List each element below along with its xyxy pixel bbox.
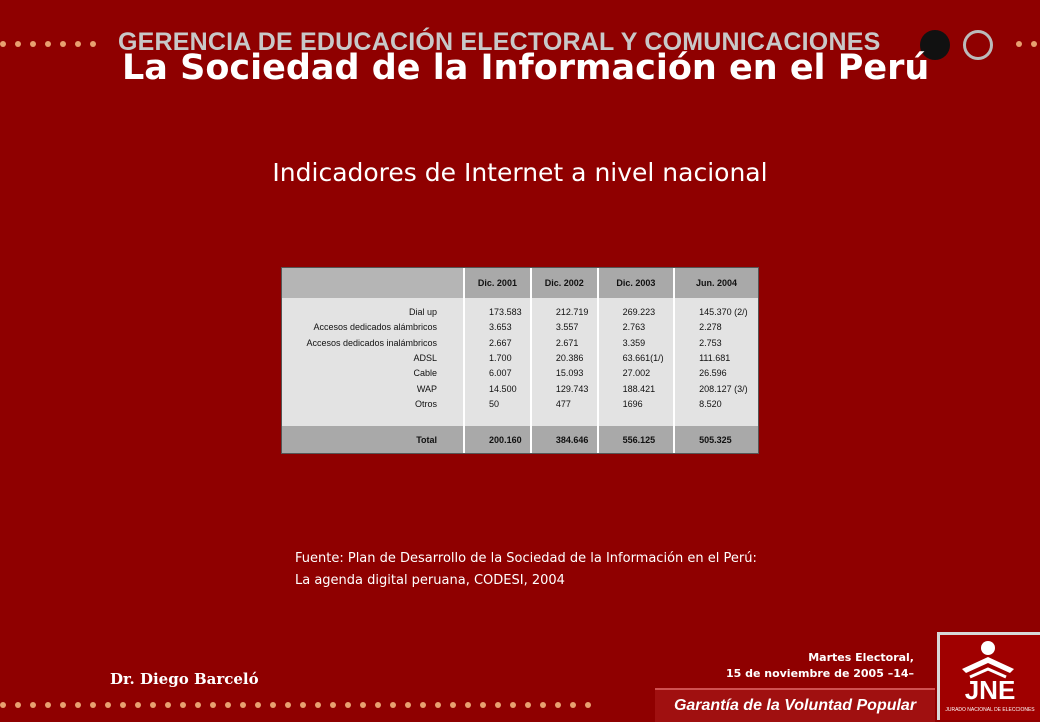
table-cell: 14.500 <box>464 381 531 396</box>
table-cell: 2.671 <box>531 335 598 350</box>
table-cell: 269.223 <box>598 304 674 319</box>
org-header: GERENCIA DE EDUCACIÓN ELECTORAL Y COMUNICACIONES <box>118 28 881 56</box>
table-cell: 8.520 <box>674 397 758 412</box>
table-cell: 27.002 <box>598 366 674 381</box>
author-name: Dr. Diego Barceló <box>110 670 259 688</box>
row-label: Dial up <box>409 306 438 317</box>
table-header-cell <box>282 268 464 298</box>
table-row <box>282 366 758 381</box>
top-right-dots <box>1016 39 1040 49</box>
table-total-row <box>282 426 758 453</box>
table-cell: 212.719 <box>531 304 598 319</box>
total-cell: 200.160 <box>464 426 531 453</box>
table-row <box>282 320 758 335</box>
table-row <box>282 350 758 365</box>
page-subtitle: Indicadores de Internet a nivel nacional <box>272 158 768 187</box>
table-cell: 6.007 <box>464 366 531 381</box>
source-line-1: Fuente: Plan de Desarrollo de la Sociedad de la Información en el Perú: <box>295 551 757 566</box>
table-header-cell: Dic. 2003 <box>598 268 674 298</box>
table-cell: 188.421 <box>598 381 674 396</box>
internet-indicators-table <box>281 267 759 454</box>
table-row <box>282 335 758 350</box>
table-cell: 1.700 <box>464 350 531 365</box>
table-cell: 20.386 <box>531 350 598 365</box>
table-cell: 26.596 <box>674 366 758 381</box>
table-header-cell: Dic. 2001 <box>464 268 531 298</box>
table-row <box>282 381 758 396</box>
table-row <box>282 304 758 319</box>
source-note <box>295 548 757 592</box>
row-label: Otros <box>415 399 438 410</box>
row-label: Accesos dedicados alámbricos <box>313 322 438 333</box>
jne-logo <box>937 632 1040 720</box>
table-cell: 2.763 <box>598 320 674 335</box>
bottom-dots <box>0 700 640 710</box>
total-cell: 505.325 <box>674 426 758 453</box>
table-cell: 1696 <box>598 397 674 412</box>
slogan-band: Garantía de la Voluntad Popular <box>655 688 935 722</box>
table-cell: 2.278 <box>674 320 758 335</box>
total-cell: 384.646 <box>531 426 598 453</box>
date-block <box>726 650 914 682</box>
source-line-2: La agenda digital peruana, CODESI, 2004 <box>295 573 565 588</box>
table-cell: 145.370 (2/) <box>674 304 758 319</box>
table-cell: 2.753 <box>674 335 758 350</box>
table-header-cell: Dic. 2002 <box>531 268 598 298</box>
table-cell: 3.653 <box>464 320 531 335</box>
table-row <box>282 397 758 412</box>
total-label: Total <box>282 426 464 453</box>
page-title: La Sociedad de la Información en el Perú <box>122 48 930 88</box>
jne-logo-text: JNE <box>964 675 1016 705</box>
date-line-1: Martes Electoral, <box>808 651 914 664</box>
jne-logo-subtext: JURADO NACIONAL DE ELECCIONES <box>945 707 1035 713</box>
top-left-dots <box>0 39 112 49</box>
row-label: Cable <box>413 368 438 379</box>
table-cell: 15.093 <box>531 366 598 381</box>
total-cell: 556.125 <box>598 426 674 453</box>
table-cell: 111.681 <box>674 350 758 365</box>
table-header-cell: Jun. 2004 <box>674 268 758 298</box>
table-cell: 173.583 <box>464 304 531 319</box>
row-label: WAP <box>416 383 438 394</box>
header-outline-circle-icon <box>963 30 993 60</box>
table-cell: 208.127 (3/) <box>674 381 758 396</box>
table-cell: 2.667 <box>464 335 531 350</box>
table-cell: 3.359 <box>598 335 674 350</box>
table-cell: 129.743 <box>531 381 598 396</box>
table-cell: 3.557 <box>531 320 598 335</box>
date-line-2: 15 de noviembre de 2005 –14– <box>725 667 914 680</box>
table-cell: 477 <box>531 397 598 412</box>
table-cell: 63.661(1/) <box>598 350 674 365</box>
table-header-row <box>282 268 758 298</box>
row-label: ADSL <box>413 353 438 364</box>
table-cell: 50 <box>464 397 531 412</box>
row-label: Accesos dedicados inalámbricos <box>306 337 438 348</box>
